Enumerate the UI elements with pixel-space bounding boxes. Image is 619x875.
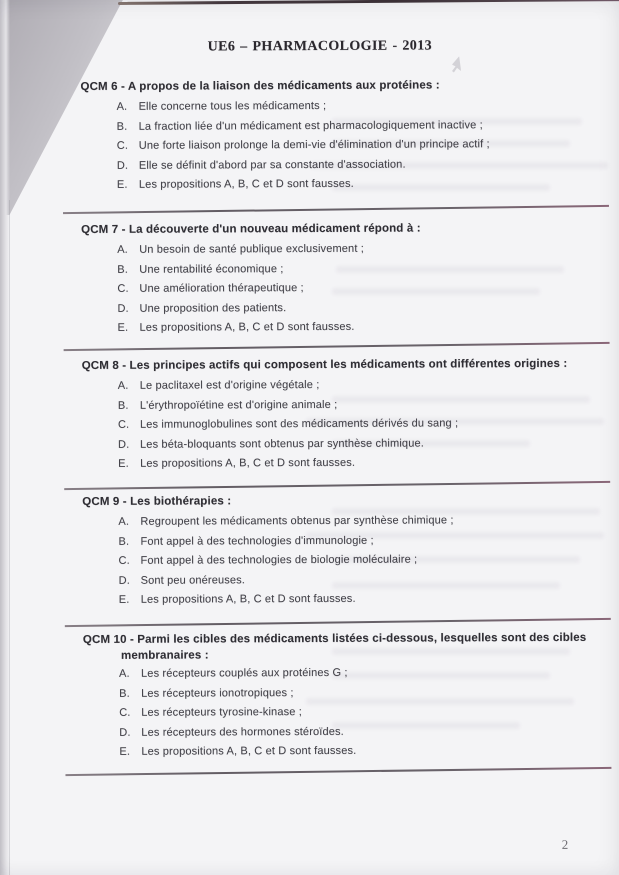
- option-letter: C.: [117, 418, 130, 431]
- question-separator: [64, 481, 610, 490]
- option-row: [117, 242, 606, 264]
- question-separator: [63, 205, 609, 214]
- question-separator: [65, 618, 611, 627]
- option-letter: E.: [118, 593, 130, 606]
- option-text: Les récepteurs des hormones stéroïdes.: [141, 725, 344, 739]
- option-row: [118, 417, 607, 439]
- page-title: UE6 – PHARMACOLOGIE - 2013: [207, 38, 433, 55]
- option-row: [117, 281, 606, 303]
- option-row: [117, 118, 606, 140]
- option-letter: E.: [116, 178, 128, 191]
- option-row: [119, 592, 608, 614]
- option-row: [117, 300, 606, 322]
- option-letter: C.: [119, 706, 131, 719]
- question-header: QCM 10 - Parmi les cibles des médicaments listées ci-dessous, lesquelles sont des cibles membranaires :: [82, 631, 587, 662]
- option-letter: C.: [117, 282, 129, 295]
- option-row: [118, 456, 607, 478]
- question-qcm-8: [82, 356, 608, 478]
- option-text: Un besoin de santé publique exclusivement ;: [139, 242, 364, 256]
- question-separator: [64, 342, 610, 351]
- option-text: Les propositions A, B, C et D sont fausses.: [139, 320, 355, 334]
- option-letter: D.: [118, 574, 130, 587]
- option-list: [81, 99, 606, 199]
- option-letter: E.: [118, 457, 129, 470]
- option-text: Les récepteurs ionotropiques ;: [141, 686, 294, 700]
- option-row: [119, 553, 608, 575]
- option-row: [118, 436, 607, 458]
- option-row: [117, 320, 606, 342]
- question-header: QCM 9 - Les biothérapies :: [82, 495, 232, 508]
- option-text: Les récepteurs couplés aux protéines G ;: [141, 666, 348, 680]
- option-letter: D.: [118, 438, 130, 451]
- option-row: [117, 177, 606, 199]
- option-text: Les propositions A, B, C et D sont fausses.: [140, 592, 356, 606]
- option-row: [118, 533, 607, 555]
- option-list: [82, 378, 607, 478]
- option-row: [119, 724, 608, 746]
- option-letter: E.: [117, 321, 129, 334]
- option-text: Elle se définit d'abord par sa constante d'association.: [138, 158, 406, 172]
- option-row: [117, 261, 606, 283]
- option-text: Font appel à des technologies de biologie moléculaire ;: [140, 553, 418, 567]
- option-letter: C.: [118, 554, 130, 567]
- option-text: Les récepteurs tyrosine-kinase ;: [141, 706, 302, 719]
- option-list: [82, 514, 607, 614]
- option-letter: B.: [117, 399, 129, 412]
- option-letter: A.: [119, 667, 130, 680]
- option-letter: E.: [119, 745, 131, 758]
- option-text: Une proposition des patients.: [139, 301, 287, 315]
- option-text: Les immunoglobulines sont des médicaments dérivés du sang ;: [139, 417, 459, 431]
- question-qcm-10: [83, 630, 609, 766]
- option-row: [119, 666, 608, 688]
- option-row: [117, 157, 606, 179]
- option-text: Une rentabilité économique ;: [139, 262, 284, 276]
- option-row: [117, 138, 606, 160]
- option-letter: B.: [118, 535, 130, 548]
- option-text: Regroupent les médicaments obtenus par synthèse chimique ;: [140, 514, 454, 528]
- page-number: 2: [561, 836, 569, 852]
- question-qcm-9: [82, 492, 608, 614]
- option-row: [118, 378, 607, 400]
- option-row: [118, 397, 607, 419]
- option-text: Elle concerne tous les médicaments ;: [138, 99, 327, 113]
- question-header: QCM 6 - A propos de la liaison des médicaments aux protéines :: [80, 79, 440, 93]
- option-text: Une amélioration thérapeutique ;: [139, 282, 304, 295]
- option-list: [81, 242, 606, 342]
- option-text: Sont peu onéreuses.: [140, 573, 246, 587]
- option-row: [119, 744, 608, 766]
- option-list: [83, 666, 608, 766]
- option-letter: B.: [117, 263, 128, 276]
- option-row: [117, 99, 606, 121]
- option-row: [119, 572, 608, 594]
- question-separator: [65, 767, 611, 776]
- question-qcm-6: [80, 77, 606, 199]
- option-letter: D.: [116, 159, 129, 172]
- option-row: [118, 514, 607, 536]
- option-row: [119, 685, 608, 707]
- question-header: QCM 7 - La découverte d'un nouveau médicament répond à :: [81, 222, 421, 236]
- option-text: Les propositions A, B, C et D sont fausses.: [140, 456, 356, 470]
- option-text: L'érythropoïétine est d'origine animale ;: [139, 398, 338, 412]
- option-text: Les propositions A, B, C et D sont fausses.: [141, 744, 357, 758]
- option-letter: A.: [117, 243, 128, 256]
- question-header: QCM 8 - Les principes actifs qui composent les médicaments ont différentes origines :: [81, 357, 568, 372]
- option-text: Les béta-bloquants sont obtenus par synthèse chimique.: [140, 437, 424, 451]
- option-text: Le paclitaxel est d'origine végétale ;: [139, 378, 320, 392]
- option-letter: A.: [116, 100, 128, 113]
- option-letter: C.: [116, 139, 129, 152]
- option-text: Les propositions A, B, C et D sont fausses.: [138, 177, 354, 191]
- option-letter: B.: [119, 687, 130, 700]
- option-text: Font appel à des technologies d'immunologie ;: [140, 534, 374, 548]
- option-text: La fraction liée d'un médicament est pharmacologiquement inactive ;: [138, 118, 483, 133]
- option-letter: A.: [117, 379, 129, 392]
- option-letter: A.: [118, 515, 130, 528]
- option-text: Une forte liaison prolonge la demi-vie d'élimination d'un principe actif ;: [138, 138, 490, 152]
- option-row: [119, 705, 608, 727]
- option-letter: B.: [116, 120, 128, 133]
- option-letter: D.: [119, 726, 131, 739]
- option-letter: D.: [117, 302, 129, 315]
- question-qcm-7: [81, 220, 607, 342]
